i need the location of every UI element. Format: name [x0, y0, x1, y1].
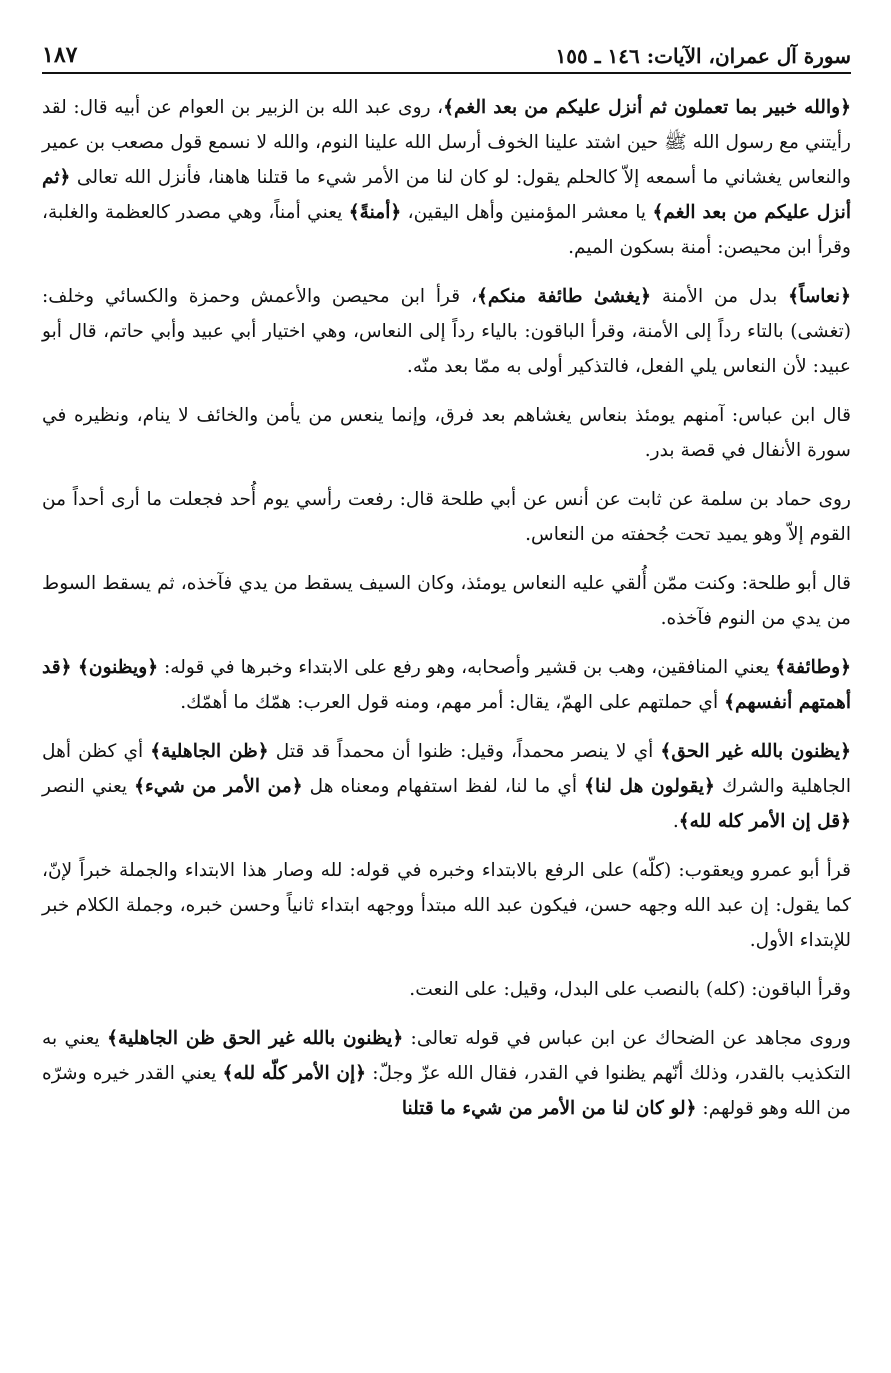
commentary-text: .	[672, 811, 679, 832]
running-title: سورة آل عمران، الآيات: ١٤٦ ـ ١٥٥	[555, 44, 851, 68]
commentary-text: قرأ أبو عمرو ويعقوب: (كلّه) على الرفع بالابتداء وخبره في قوله: لله وصار هذا الابتداء والجملة خبراً لإنّ، كما يقول: إن عبد الله وجهه حسن، فيكون عبد الله مبتدأ ووجهه ابتداء ثانياً وحسن خبره، وجملة الكلام خبر للإبتداء الأول.	[42, 860, 851, 951]
commentary-text: يعني به التكذيب بالقدر، وذلك أنّهم يظنوا في القدر، فقال الله عزّ وجلّ:	[42, 1028, 851, 1084]
quran-quote: ﴿من الأمر من شيء﴾	[134, 776, 303, 797]
paragraph	[42, 1021, 851, 1126]
paragraph	[42, 482, 851, 552]
commentary-text: قال أبو طلحة: وكنت ممّن أُلقي عليه النعاس يومئذ، وكان السيف يسقط من يدي فآخذه، ثم يسقط السوط من يدي من النوم فآخذه.	[42, 573, 851, 629]
quran-quote: ﴿ويظنون﴾ ﴿قد أهمتهم أنفسهم﴾	[42, 657, 851, 713]
paragraph	[42, 734, 851, 839]
quran-quote: ﴿نعاساً﴾	[788, 286, 851, 307]
paragraph	[42, 566, 851, 636]
commentary-text: أي كظن أهل الجاهلية والشرك	[42, 741, 851, 797]
paragraph	[42, 972, 851, 1007]
commentary-text: أي لا ينصر محمداً، وقيل: ظنوا أن محمداً قد قتل	[268, 741, 661, 762]
quran-quote: ﴿قل إن الأمر كله لله﴾	[678, 811, 851, 832]
paragraph	[42, 279, 851, 384]
commentary-text: أي حملتهم على الهمّ، يقال: أمر مهم، ومنه قول العرب: همّك ما أهمّك.	[180, 692, 725, 713]
quran-quote: ﴿أمنةً﴾	[348, 202, 402, 223]
quran-quote: ﴿والله خبير بما تعملون ثم أنزل عليكم من بعد الغم﴾	[443, 97, 852, 118]
commentary-text: يا معشر المؤمنين وأهل اليقين،	[401, 202, 653, 223]
paragraph	[42, 90, 851, 265]
commentary-text: بدل من الأمنة	[651, 286, 789, 307]
quran-quote: ﴿يغشىٰ طائفة منكم﴾	[477, 286, 652, 307]
commentary-text: يعني النصر	[42, 776, 135, 797]
commentary-text: يعني القدر خيره وشرّه من الله وهو قولهم:	[42, 1063, 851, 1119]
quran-quote: ﴿وطائفة﴾	[775, 657, 851, 678]
commentary-text: وقرأ الباقون: (كله) بالنصب على البدل، وقيل: على النعت.	[409, 979, 851, 1000]
quran-quote: ﴿لو كان لنا من الأمر من شيء ما قتلنا	[401, 1098, 697, 1119]
page-body	[42, 90, 851, 1126]
quran-quote: ﴿إن الأمر كلّه لله﴾	[222, 1063, 367, 1084]
quran-quote: ﴿يظنون بالله غير الحق ظن الجاهلية﴾	[107, 1028, 404, 1049]
commentary-text: روى حماد بن سلمة عن ثابت عن أنس عن أبي طلحة قال: رفعت رأسي يوم أُحد فجعلت ما أرى أحداً من القوم إلاّ وهو يميد تحت جُحفته من النعاس.	[42, 489, 851, 545]
commentary-text: أي ما لنا، لفظ استفهام ومعناه هل	[302, 776, 585, 797]
page-header	[42, 34, 851, 74]
quran-quote: ﴿ظن الجاهلية﴾	[150, 741, 269, 762]
commentary-text: وروى مجاهد عن الضحاك عن ابن عباس في قوله تعالى:	[403, 1028, 852, 1049]
quran-quote: ﴿يظنون بالله غير الحق﴾	[660, 741, 852, 762]
quran-quote: ﴿يقولون هل لنا﴾	[584, 776, 715, 797]
paragraph	[42, 398, 851, 468]
page-number: ١٨٧	[42, 42, 78, 68]
quran-quote: ﴿ثم أنزل عليكم من بعد الغم﴾	[42, 167, 851, 223]
paragraph	[42, 650, 851, 720]
commentary-text: يعني أمناً، وهي مصدر كالعظمة والغلبة، وقرأ ابن محيصن: أمنة بسكون الميم.	[42, 202, 851, 258]
paragraph	[42, 853, 851, 958]
commentary-text: قال ابن عباس: آمنهم يومئذ بنعاس يغشاهم بعد فرق، وإنما ينعس من يأمن والخائف لا ينام، ونظيره في سورة الأنفال في قصة بدر.	[42, 405, 851, 461]
commentary-text: يعني المنافقين، وهب بن قشير وأصحابه، وهو رفع على الابتداء وخبرها في قوله:	[158, 657, 776, 678]
commentary-text: ، قرأ ابن محيصن والأعمش وحمزة والكسائي وخلف: (تغشى) بالتاء رداً إلى الأمنة، وقرأ الباقون: بالياء رداً إلى النعاس، وهي اختيار أبي عبيد وأبي حاتم، قال أبو عبيد: لأن النعاس يلي الفعل، فالتذكير أولى به ممّا بعد منّه.	[42, 286, 852, 377]
commentary-text: ، روى عبد الله بن الزبير بن العوام عن أبيه قال: لقد رأيتني مع رسول الله ﷺ حين اشتد علينا الخوف أرسل الله علينا النوم، والله لا نسمع قول مصعب بن عمير والنعاس يغشاني ما أسمعه إلاّ كالحلم يقول: لو كان لنا من الأمر شيء ما قتلنا هاهنا، فأنزل الله تعالى	[42, 97, 851, 188]
